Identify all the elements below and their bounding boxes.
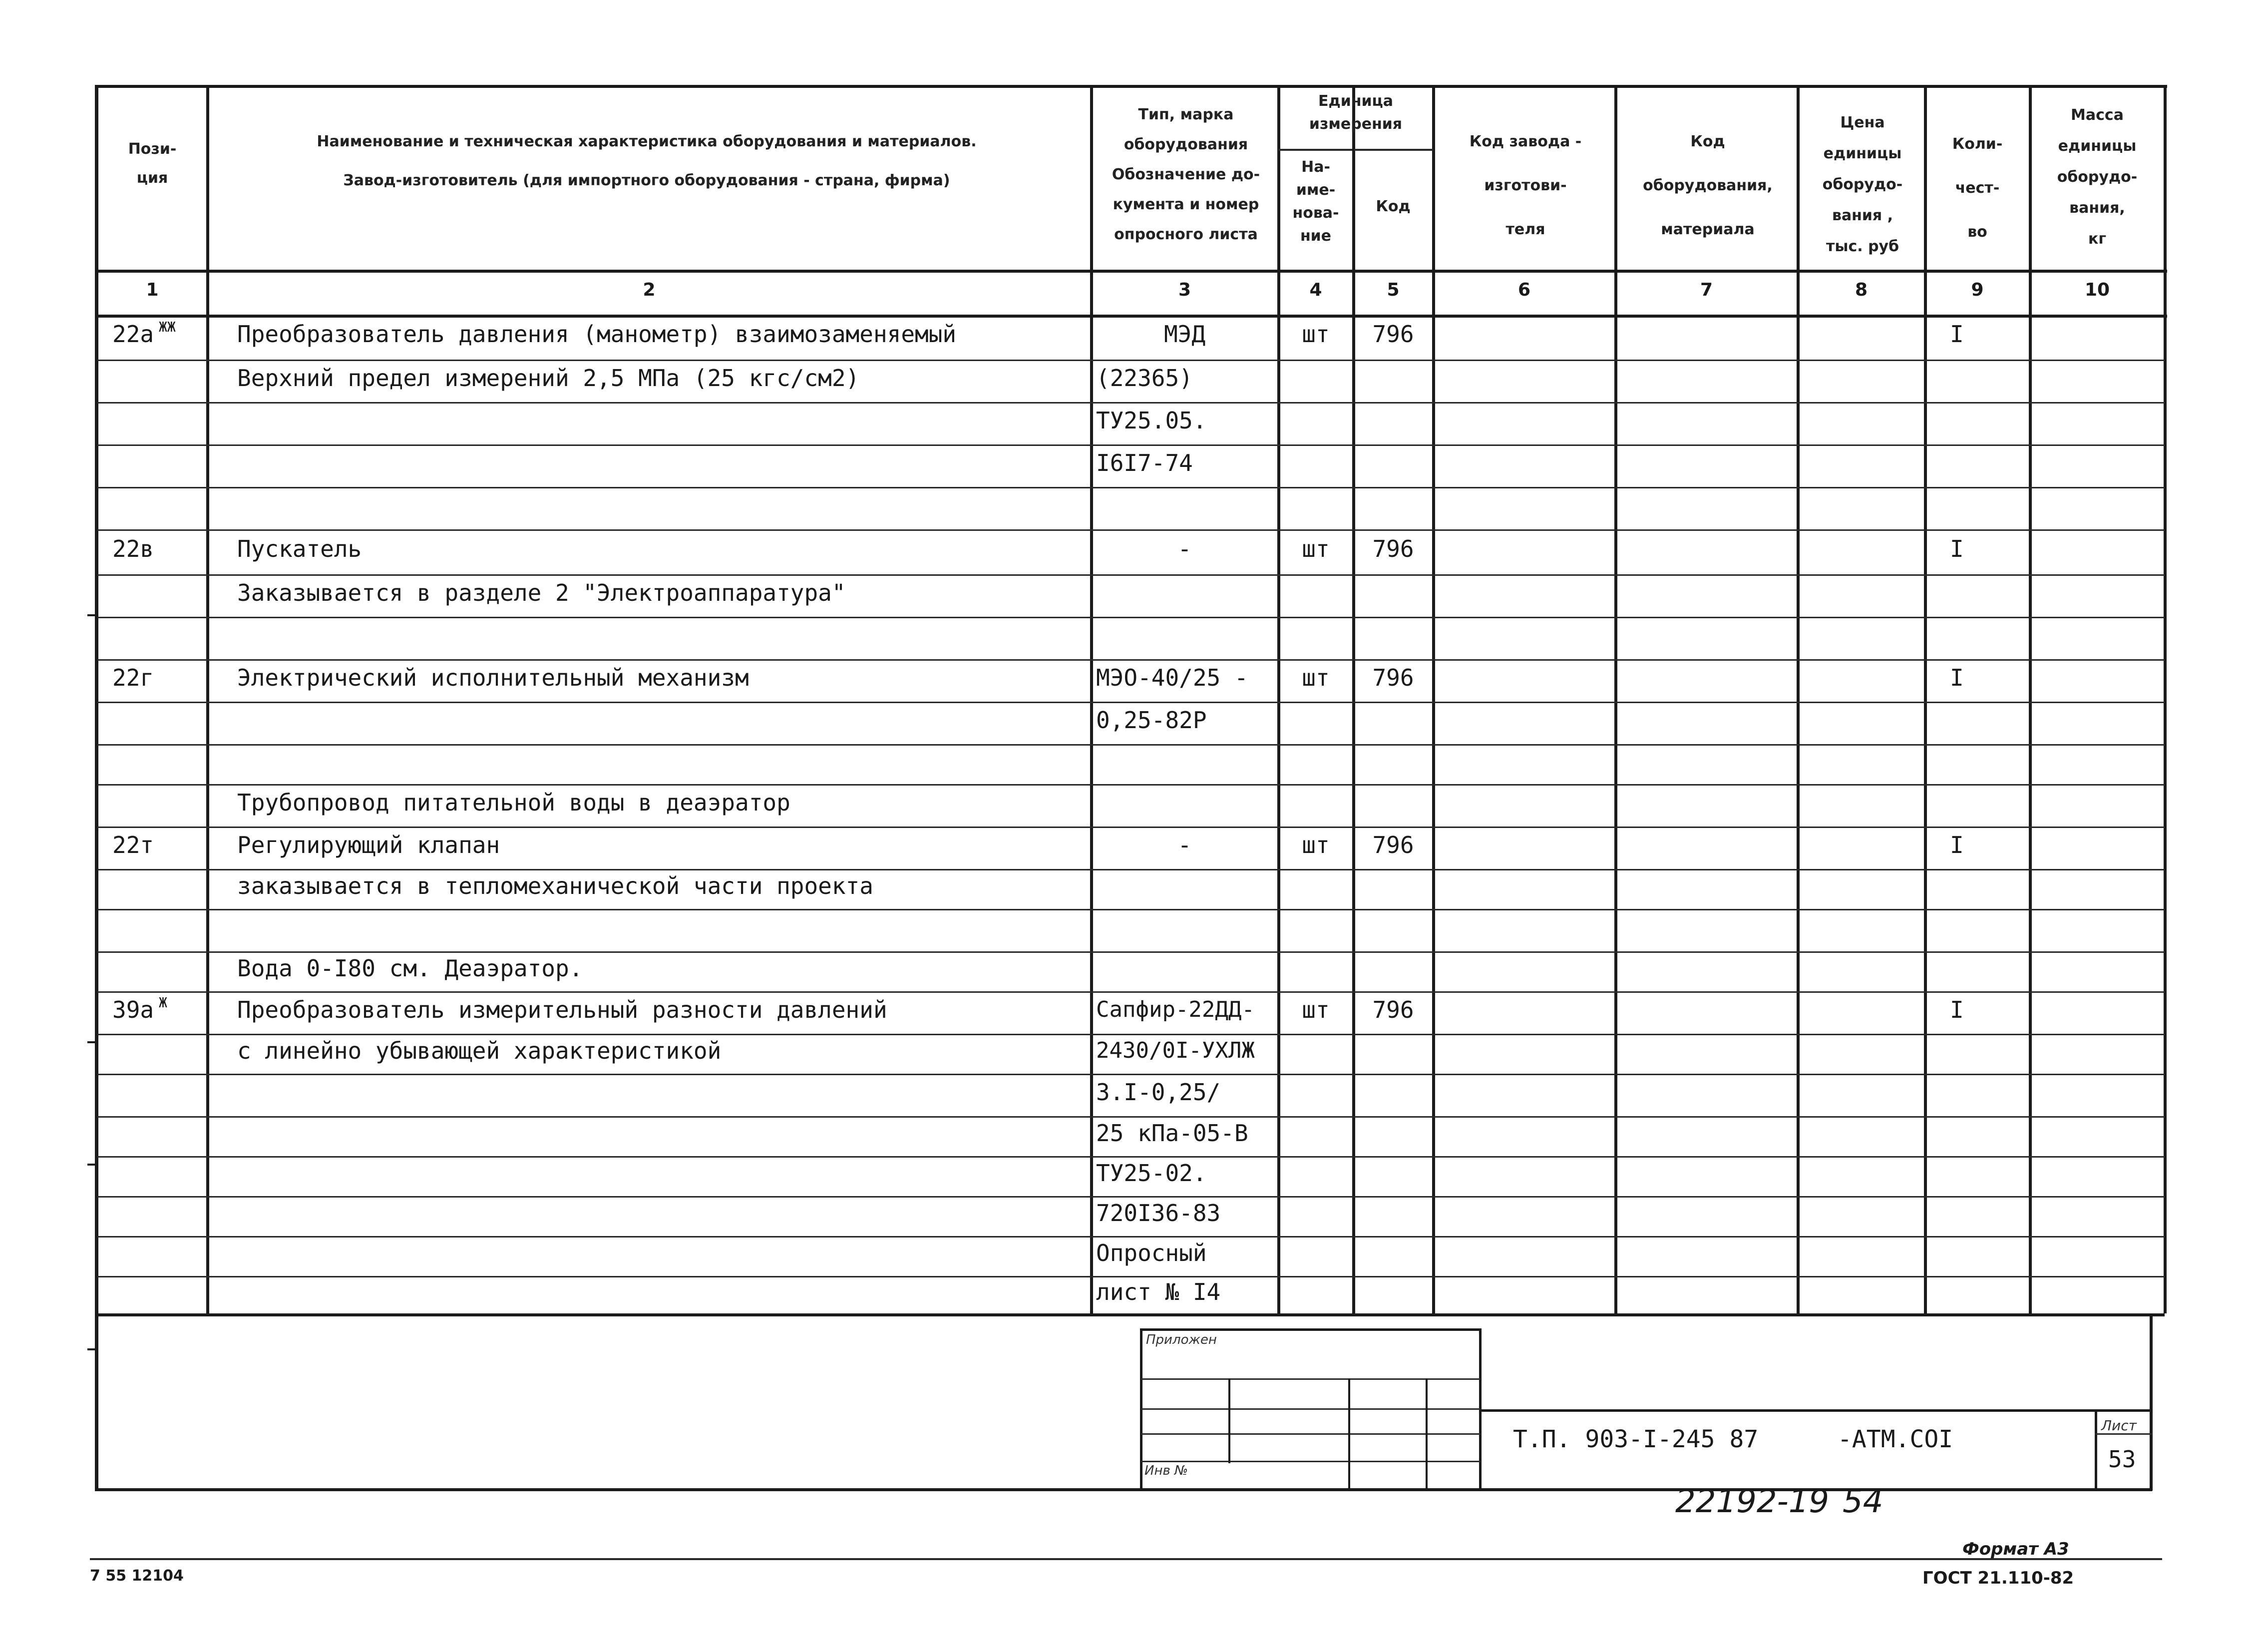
- row-divider: [97, 402, 2165, 404]
- column-separator: [2029, 85, 2032, 1313]
- row-unit-code: 796: [1372, 321, 1414, 348]
- title-block-top-border: [1481, 1409, 2152, 1412]
- header-col-mass: Масса единицы оборудо- вания, кг: [2057, 106, 2138, 248]
- header-col-unit-code: Код: [1376, 198, 1411, 215]
- row-type: (22365): [1096, 364, 1193, 392]
- row-unit-code: 796: [1372, 831, 1414, 858]
- unit-group-divider: [1278, 149, 1433, 151]
- column-separator: [1277, 85, 1280, 1313]
- row-position: 22в: [112, 535, 154, 562]
- row-unit-code: 796: [1372, 664, 1414, 691]
- row-type: 720I36-83: [1096, 1200, 1221, 1227]
- row-name: заказывается в тепломеханической части проекта: [237, 872, 873, 899]
- row-name: Заказывается в разделе 2 "Электроаппаратура": [237, 579, 846, 606]
- row-unit: шт: [1302, 664, 1330, 691]
- row-divider: [97, 991, 2165, 993]
- row-type: МЭД: [1163, 321, 1206, 348]
- column-number: 5: [1387, 280, 1400, 300]
- row-divider: [97, 617, 2165, 618]
- gost-label: ГОСТ 21.110-82: [1922, 1568, 2074, 1588]
- stamp-row-line: [1141, 1378, 1481, 1380]
- row-divider: [97, 1156, 2165, 1158]
- row-unit: шт: [1302, 535, 1330, 562]
- footer-rule: [90, 1558, 2162, 1560]
- header-col-type: Тип, марка оборудования Обозначение до- кумента и номер опросного листа: [1112, 106, 1260, 243]
- column-number: 6: [1517, 280, 1531, 300]
- row-name: Преобразователь измерительный разности давлений: [237, 996, 887, 1023]
- row-unit-code: 796: [1372, 535, 1414, 562]
- row-divider: [97, 574, 2165, 576]
- row-position: 22г: [112, 664, 154, 691]
- row-divider: [97, 1074, 2165, 1075]
- stamp-row-line: [1141, 1461, 1481, 1462]
- row-divider: [97, 1236, 2165, 1238]
- row-unit: шт: [1302, 321, 1330, 348]
- stamp-row-line: [1141, 1408, 1481, 1410]
- row-unit: шт: [1302, 831, 1330, 858]
- row-divider: [97, 360, 2165, 361]
- row-type: ТУ25-02.: [1096, 1160, 1207, 1187]
- row-divider: [97, 744, 2165, 746]
- row-type: лист № I4: [1096, 1278, 1221, 1305]
- margin-tick: [87, 1348, 96, 1350]
- row-divider: [97, 1034, 2165, 1035]
- row-divider: [97, 1116, 2165, 1118]
- row-quantity: I: [1950, 831, 1964, 858]
- column-separator: [2164, 85, 2167, 1313]
- header-col-equipment-code: Код оборудования, материала: [1643, 133, 1773, 238]
- row-name: Преобразователь давления (манометр) взаимозаменяемый: [237, 321, 957, 348]
- row-type: I6I7-74: [1096, 449, 1193, 476]
- row-type: 3.I-0,25/: [1096, 1078, 1221, 1106]
- column-number: 1: [146, 280, 159, 300]
- header-bottom-border: [95, 270, 2167, 273]
- doc-suffix: -АТМ.СОI: [1838, 1425, 1953, 1453]
- stamp-row-line: [1141, 1433, 1481, 1435]
- column-number: 3: [1178, 280, 1191, 300]
- row-divider: [97, 826, 2165, 828]
- stamp-col-line: [1228, 1378, 1230, 1463]
- header-col-unit-name: На- име- нова- ние: [1292, 158, 1339, 245]
- column-separator: [1614, 85, 1617, 1313]
- column-number: 10: [2084, 280, 2110, 300]
- header-col-quantity: Коли- чест- во: [1952, 135, 2003, 241]
- column-number: 7: [1700, 280, 1713, 300]
- margin-tick: [87, 1041, 96, 1043]
- row-name: Трубопровод питательной воды в деаэратор: [237, 789, 790, 816]
- header-col-name: Наименование и техническая характеристика оборудования и материалов. Завод-изготовитель (для импортного оборудования - страна, фирма): [317, 133, 977, 189]
- row-quantity: I: [1950, 321, 1964, 348]
- stamp-top-border: [1141, 1328, 1481, 1331]
- row-type: 2430/0I-УХЛЖ: [1096, 1038, 1255, 1063]
- row-position: 22а: [112, 321, 154, 348]
- handwritten-inventory-number: 22192-19: [1675, 1483, 1830, 1520]
- column-number-bottom-border: [95, 315, 2167, 318]
- sheet-right-border: [2150, 1313, 2153, 1491]
- format-label: Формат А3: [1962, 1539, 2069, 1559]
- row-divider: [97, 444, 2165, 446]
- row-divider: [97, 659, 2165, 661]
- column-separator: [1924, 85, 1927, 1313]
- column-number: 4: [1309, 280, 1322, 300]
- table-top-border: [95, 85, 2167, 88]
- row-type: -: [1177, 831, 1192, 858]
- header-col-price: Цена единицы оборудо- вания , тыс. руб: [1822, 114, 1903, 255]
- row-type: Опросный: [1096, 1239, 1207, 1266]
- doc-code: Т.П. 903-I-245 87: [1513, 1425, 1759, 1453]
- stamp-attached-label: Приложен: [1146, 1332, 1217, 1347]
- column-separator: [1432, 85, 1435, 1313]
- column-separator: [1797, 85, 1800, 1313]
- row-position-mark: ЖЖ: [159, 319, 176, 335]
- row-type: 25 кПа-05-В: [1096, 1120, 1248, 1147]
- row-divider: [97, 909, 2165, 910]
- row-position-mark: Ж: [159, 994, 167, 1011]
- sheet-label: Лист: [2101, 1417, 2137, 1434]
- row-unit: шт: [1302, 996, 1330, 1023]
- row-type: ТУ25.05.: [1096, 407, 1207, 434]
- row-position: 39а: [112, 996, 154, 1023]
- row-divider: [97, 951, 2165, 953]
- row-quantity: I: [1950, 996, 1964, 1023]
- row-type: 0,25-82Р: [1096, 706, 1207, 734]
- row-divider: [97, 784, 2165, 786]
- row-name: Верхний предел измерений 2,5 МПа (25 кгс/см2): [237, 364, 860, 392]
- row-quantity: I: [1950, 664, 1964, 691]
- column-separator: [1090, 85, 1093, 1313]
- row-unit-code: 796: [1372, 996, 1414, 1023]
- header-col-manufacturer-code: Код завода - изготови- теля: [1469, 133, 1582, 238]
- row-divider: [97, 529, 2165, 531]
- sheet-number-divider: [2095, 1409, 2097, 1489]
- column-number: 2: [643, 280, 656, 300]
- left-footer-code: 7 55 12104: [90, 1567, 184, 1585]
- margin-tick: [87, 1164, 96, 1166]
- margin-tick: [87, 614, 96, 616]
- header-unit-group: Единица измерения: [1309, 92, 1403, 133]
- stamp-inventory-label: Инв №: [1144, 1463, 1188, 1478]
- sheet-number: 53: [2108, 1446, 2136, 1473]
- row-divider: [97, 702, 2165, 703]
- column-number: 8: [1855, 280, 1868, 300]
- header-col-position: Пози- ция: [128, 140, 177, 187]
- row-name: Пускатель: [237, 535, 362, 562]
- table-body-bottom-border: [97, 1313, 2165, 1316]
- row-position: 22т: [112, 831, 154, 858]
- row-type: -: [1177, 535, 1192, 562]
- row-name: Электрический исполнительный механизм: [237, 664, 749, 691]
- row-name: Регулирующий клапан: [237, 831, 500, 858]
- row-name: Вода 0-I80 см. Деаэратор.: [237, 955, 583, 982]
- handwritten-page-number: 54: [1843, 1483, 1883, 1520]
- column-number: 9: [1971, 280, 1984, 300]
- row-divider: [97, 487, 2165, 488]
- stamp-col-line: [1426, 1378, 1428, 1488]
- stamp-col-line: [1348, 1378, 1350, 1488]
- column-separator: [206, 85, 209, 1313]
- row-quantity: I: [1950, 535, 1964, 562]
- row-type: Сапфир-22ДД-: [1096, 996, 1255, 1022]
- row-divider: [97, 869, 2165, 870]
- row-divider: [97, 1196, 2165, 1198]
- row-type: МЭО-40/25 -: [1096, 664, 1248, 691]
- row-name: с линейно убывающей характеристикой: [237, 1037, 722, 1064]
